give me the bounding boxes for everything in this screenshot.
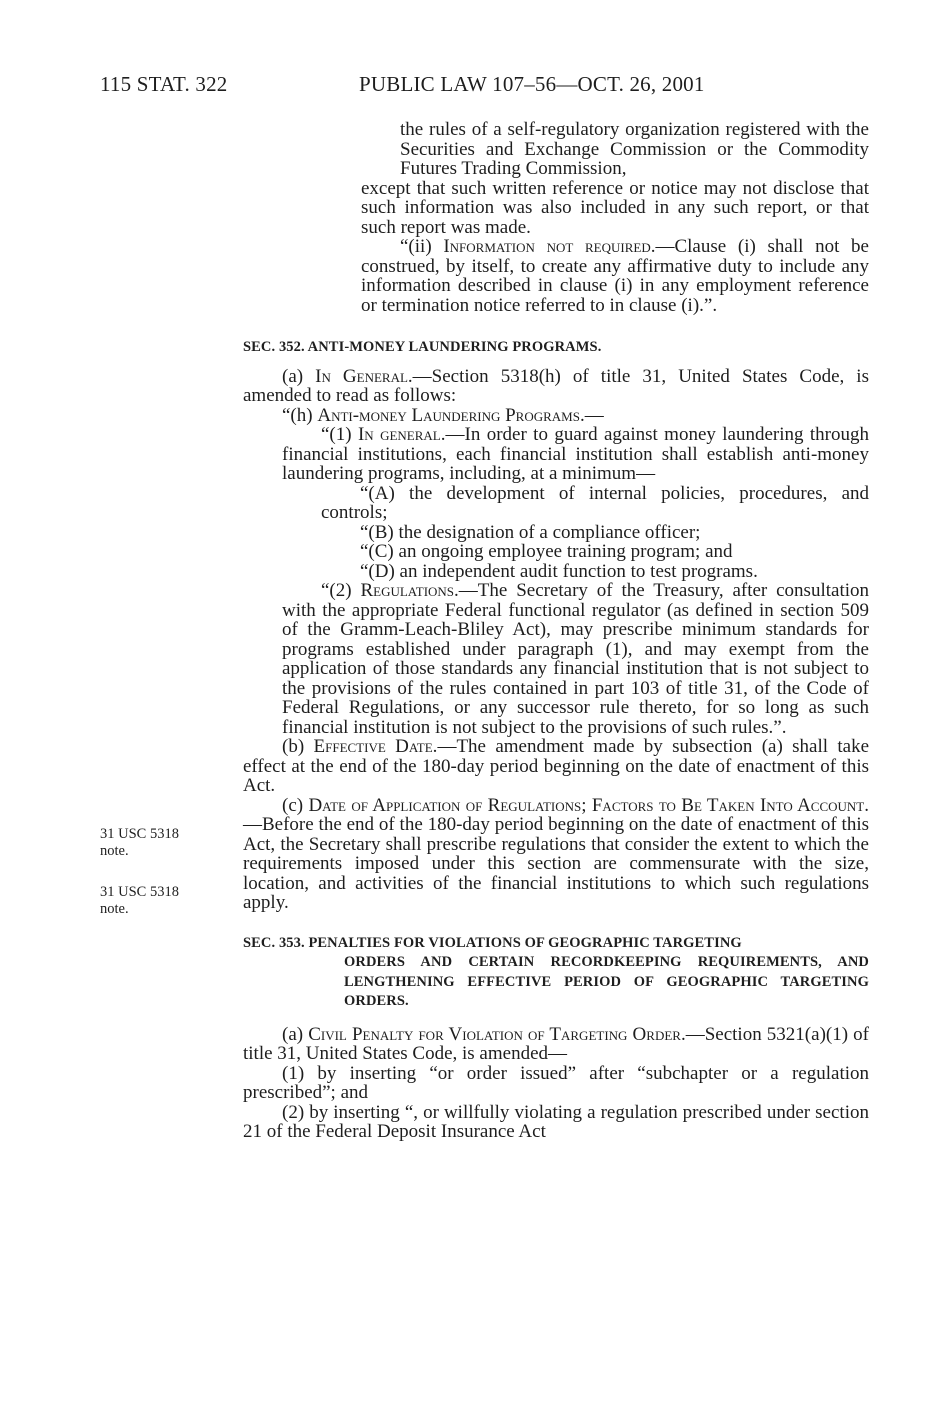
h-dash: — (584, 404, 604, 426)
sec352-item-B: “(B) the designation of a compliance officer; (360, 521, 701, 543)
subsection-label: (c) (282, 794, 309, 816)
paragraph-text: —The Secretary of the Treasury, after consultation with the appropriate Federal functional regulator (as defined in section 509 of the Gramm-Leach-Bliley Act), may prescribe minimum standards for programs established under paragraph (1), and may exempt from the application of those standards any financial institution that is not subject to the provisions of the rules contained in part 103 of title 31, of the Code of Federal Regulations, or any successor rule thereto, for so long as such financial institution is not subject to the provisions of such rules.”. (282, 580, 870, 738)
sec352-paragraph-1 (243, 425, 869, 484)
margin-note-suffix: note. (100, 843, 129, 859)
margin-note-usc-1 (100, 826, 179, 860)
margin-note-citation: 31 USC 5318 (100, 826, 179, 842)
continuation-rules-paragraph: the rules of a self-regulatory organization registered with the Securities and Exchange Commission or the Commodity Futures Trading Commission, (400, 119, 869, 179)
sec352-subsection-c (243, 796, 869, 913)
subsection-text: —The amendment made by subsection (a) shall take effect at the end of the 180-day period beginning on the date of enactment of this Act. (243, 736, 870, 796)
subsection-text: —Section 5318(h) of title 31, United States Code, is amended to read as follows: (243, 365, 869, 406)
sec352-item-A: “(A) the development of internal policies, procedures, and controls; (321, 482, 869, 523)
sec352-paragraph-2 (243, 581, 869, 737)
subsection-text: —Section 5321(a)(1) of title 31, United States Code, is amended— (243, 1023, 869, 1064)
continuation-except-paragraph: except that such written reference or notice may not disclose that such information was also included in any such report, or that such report was made. (361, 177, 869, 238)
subsection-heading: Date of Application of Regulations; Factors to Be Taken Into Account. (308, 794, 869, 816)
subsection-text: —Before the end of the 180-day period beginning on the date of enactment of this Act, the Secretary shall prescribe regulations that consider the extent to which the requirements imposed under this section are commensurate with the size, location, and activities of the financial institutions to which such regulations apply. (243, 814, 869, 913)
sec353-item-1: (1) by inserting “or order issued” after “subchapter or a regulation prescribed”; and (243, 1062, 869, 1103)
clause-ii-label: “(ii) (400, 236, 444, 257)
h-heading-text: Anti-money Laundering Programs. (317, 404, 585, 426)
paragraph-heading: In general. (357, 424, 446, 445)
section-353-heading-rest: ORDERS AND CERTAIN RECORDKEEPING REQUIREMENTS, AND LENGTHENING EFFECTIVE PERIOD OF GEOGRAPHIC TARGETING ORDERS. (344, 954, 869, 1009)
document-body (243, 120, 869, 1142)
sec352-h-heading (243, 406, 869, 426)
paragraph-label: “(2) (321, 580, 361, 601)
running-header: PUBLIC LAW 107–56—OCT. 26, 2001 (359, 72, 705, 96)
subsection-heading: Effective Date. (313, 736, 438, 757)
section-353-heading (243, 934, 869, 1012)
sec352-subsection-b (243, 737, 869, 796)
section-352-heading: SEC. 352. ANTI-MONEY LAUNDERING PROGRAMS. (243, 339, 602, 355)
subsection-label: (a) (282, 365, 316, 387)
margin-note-usc-2 (100, 884, 179, 918)
paragraph-text: —In order to guard against money laundering through financial institutions, each financial institution shall establish anti-money laundering programs, including, at a minimum— (282, 424, 870, 484)
paragraph-label: “(1) (321, 424, 358, 445)
sec353-subsection-a (243, 1025, 869, 1064)
subsection-heading: In General. (315, 365, 413, 387)
clause-ii-paragraph (243, 237, 869, 315)
section-353-heading-line1: SEC. 353. PENALTIES FOR VIOLATIONS OF GEOGRAPHIC TARGETING (243, 934, 742, 951)
subsection-heading: Civil Penalty for Violation of Targeting Order. (308, 1023, 686, 1045)
margin-note-suffix: note. (100, 901, 129, 917)
page-stat-citation: 115 STAT. 322 (100, 72, 228, 96)
sec353-item-2: (2) by inserting “, or willfully violating a regulation prescribed under section 21 of the Federal Deposit Insurance Act (243, 1101, 869, 1142)
h-label: “(h) (282, 404, 318, 426)
margin-note-citation: 31 USC 5318 (100, 884, 179, 900)
sec352-subsection-a (243, 367, 869, 406)
paragraph-heading: Regulations. (360, 580, 459, 601)
subsection-label: (a) (282, 1023, 309, 1045)
sec352-item-C: “(C) an ongoing employee training program; and (360, 541, 733, 562)
sec352-item-D: “(D) an independent audit function to test programs. (360, 560, 758, 582)
subsection-label: (b) (282, 736, 314, 757)
clause-ii-heading: Information not required. (443, 236, 656, 257)
clause-ii-text: —Clause (i) shall not be construed, by itself, to create any affirmative duty to include any information described in clause (i) in any employment reference or termination notice referred to in clause (i).”. (361, 236, 869, 316)
